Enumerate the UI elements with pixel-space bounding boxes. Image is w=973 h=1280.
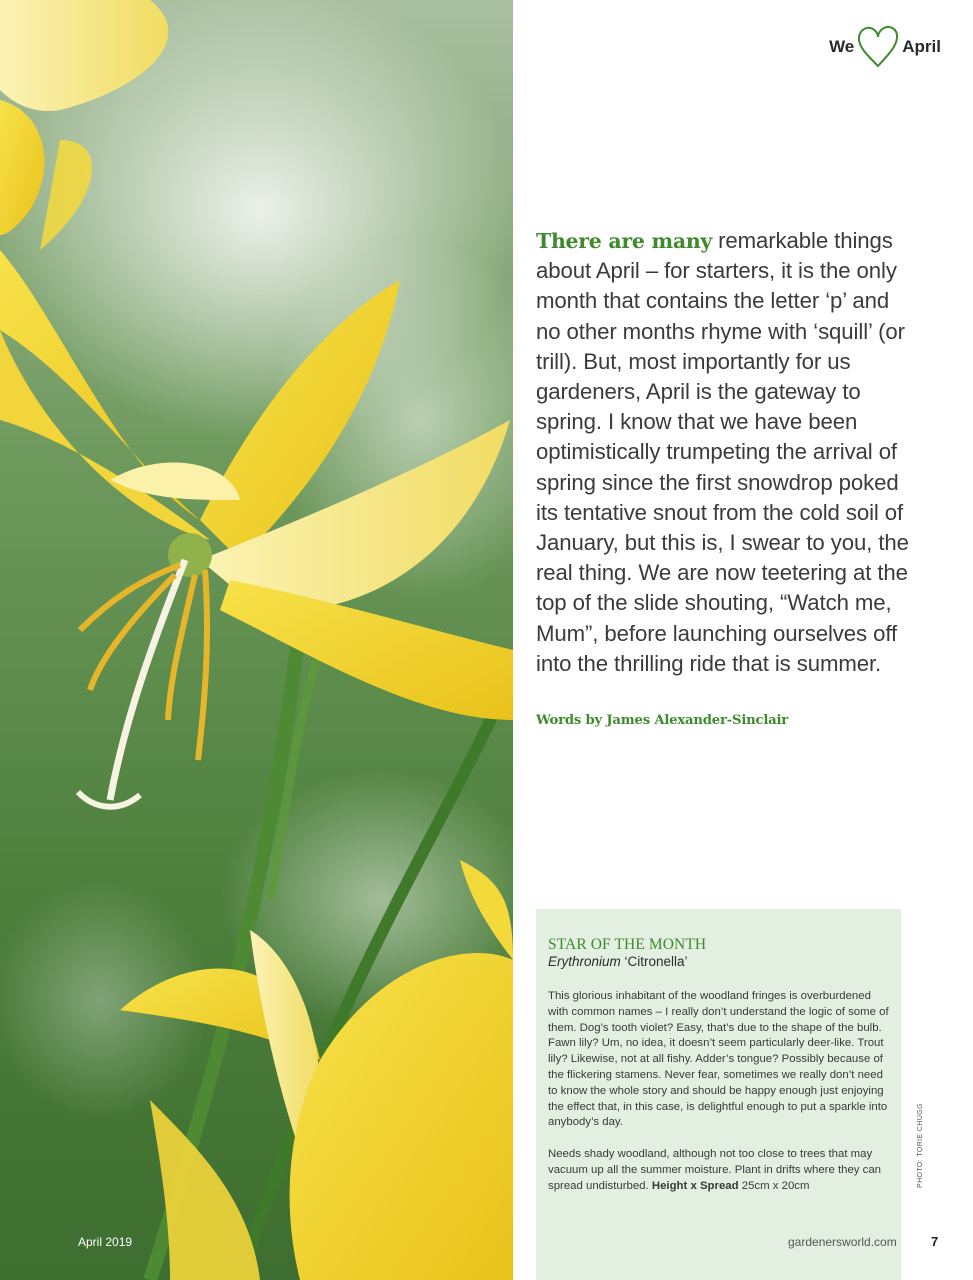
star-paragraph-1: This glorious inhabitant of the woodland fringes is overburdened with common names – I really don’t understand the logic of some of them. Dog’s tooth violet? Easy, that’s due to the shape of the bulb. Fawn lily? Um, no idea, it doesn’t seem particularly deer-like. Trout lily? Likewise, not at all fishy. Adder’s tongue? Possibly because of the flickering stamens. Never fear, sometimes we really don’t need to know the whole story and should be happy enough just enjoying the effect that, in this case, is delightful enough to put a sparkle into anybody’s day. (548, 990, 889, 1129)
photo-credit: PHOTO: TORIE CHUGG (917, 1103, 924, 1188)
logo-word-april: April (902, 37, 941, 56)
website-url: gardenersworld.com (788, 1235, 897, 1249)
plant-cultivar: ‘Citronella’ (620, 954, 688, 969)
issue-date: April 2019 (78, 1235, 133, 1249)
star-title: STAR OF THE MONTH (548, 936, 707, 953)
size-label: Height x Spread (651, 1179, 739, 1192)
plant-name (548, 954, 688, 969)
heart-outline-icon (856, 24, 900, 70)
plant-genus: Erythronium (548, 954, 621, 969)
intro-lead: There are many (536, 229, 713, 253)
care-text: Needs shady woodland, although not too close to trees that may vacuum up all the summer moisture. Plant in drifts where they can spread undisturbed. (548, 1147, 882, 1192)
size-value: 25cm x 20cm (738, 1179, 810, 1192)
star-of-the-month-box (536, 909, 901, 1280)
intro-paragraph (536, 226, 916, 679)
author-byline: Words by James Alexander-Sinclair (536, 713, 789, 728)
star-paragraph-2 (548, 1147, 894, 1194)
logo-word-we: We (829, 37, 855, 56)
page-number: 7 (931, 1234, 939, 1249)
star-body (548, 989, 894, 1210)
we-love-april-logo (829, 22, 941, 72)
intro-text: remarkable things about April – for starters, it is the only month that contains the letter ‘p’ and no other months rhyme with ‘squill’ (or trill). But, most importantly for us gardeners, April is the gateway to spring. I know that we have been optimistically trumpeting the arrival of spring since the first snowdrop poked its tentative snout from the cold soil of January, but this is, I swear to you, the real thing. We are now teetering at the top of the slide shouting, “Watch me, Mum”, before launching ourselves off into the thrilling ride that is summer. (536, 228, 909, 676)
